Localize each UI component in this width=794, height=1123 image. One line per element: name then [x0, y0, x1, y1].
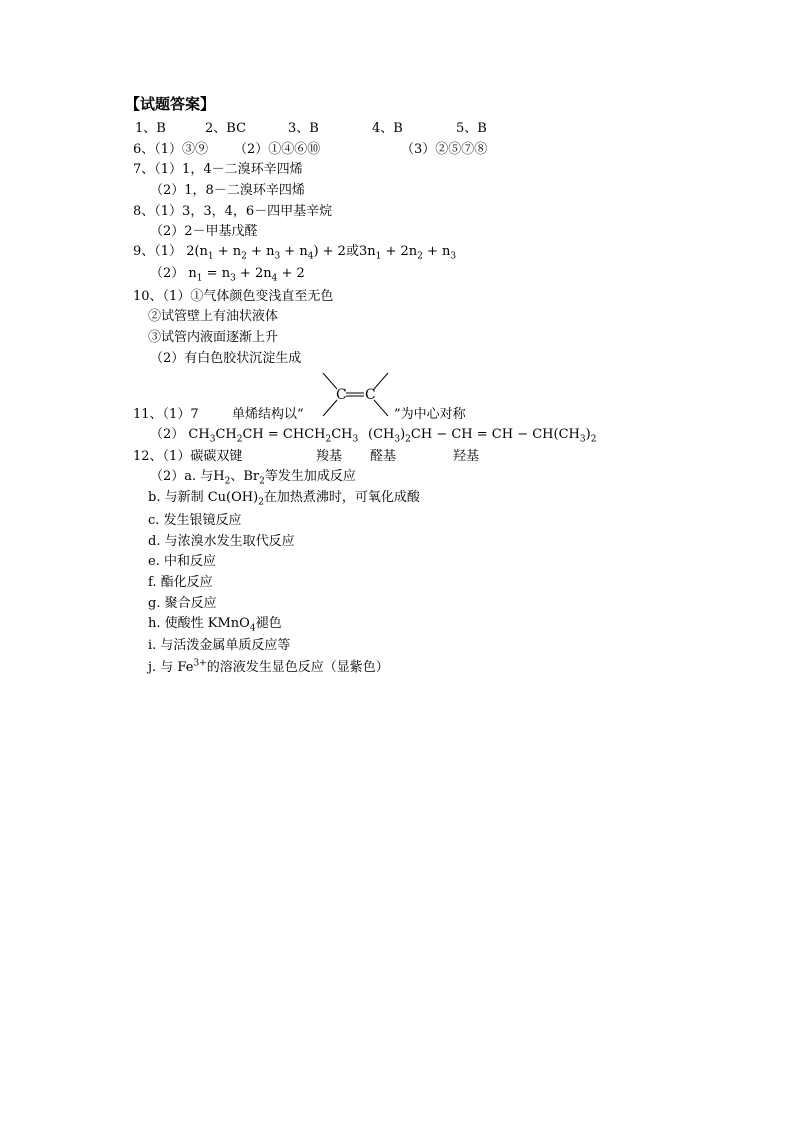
bond-lower-right [374, 400, 388, 416]
answer-9-label: 9、（1） [133, 244, 183, 259]
formula-hexene: $CH_3CH_2CH$ = $CHCH_2CH_3$ [188, 427, 359, 445]
answer-1: 1、B [135, 121, 166, 136]
answer-8-part-1: 8、（1）3，3，4，6－四甲基辛烷 [133, 204, 333, 219]
answer-12-item-j: j. 与 $Fe^{3+}$的溶液发生显色反应（显紫色） [148, 658, 389, 675]
answer-12-item-a: （2）a. 与$H_2$、$Br_2$等发生加成反应 [150, 469, 356, 487]
answer-3: 3、B [288, 121, 319, 136]
answer-12-item-g: g. 聚合反应 [148, 596, 217, 611]
answer-11-part-2-label: （2） [150, 427, 185, 442]
bond-lower-left [323, 400, 337, 416]
answer-10-part-1: 10、（1）①气体颜色变浅直至无色 [133, 289, 334, 304]
answer-10-line-2: ②试管壁上有油状液体 [148, 309, 279, 324]
answer-2: 2、BC [205, 121, 247, 136]
answer-11-part-1-label: 11、（1）7 [133, 407, 199, 422]
group-carboxyl: 羧基 [316, 449, 343, 464]
alkene-carbon-2: C [365, 387, 376, 403]
answer-10-part-2: （2）有白色胶状沉淀生成 [150, 351, 302, 366]
bond-upper-left [323, 373, 337, 389]
answer-12-item-b: b. 与新制 $Cu(OH)_2$在加热煮沸时，可氧化成酸 [148, 490, 420, 508]
group-hydroxyl: 羟基 [453, 449, 480, 464]
answer-9-formula-1: $2(n_1 + n_2 + n_3 + n_4) + 2$或$3n_1 + 2n_2 + n_3$ [186, 244, 457, 262]
answer-8-part-2: （2）2－甲基戊醛 [150, 224, 258, 239]
answer-11-part-2 [150, 427, 358, 443]
section-header: 【试题答案】 [125, 95, 216, 113]
answer-10-line-3: ③试管内液面逐渐上升 [148, 330, 279, 345]
answer-12-item-c: c. 发生银镜反应 [148, 513, 242, 528]
answer-12-item-d: d. 与浓溴水发生取代反应 [148, 534, 295, 549]
answer-12-item-h: h. 使酸性 KMnO$_4$褪色 [148, 616, 282, 634]
group-aldehyde: 醛基 [370, 449, 397, 464]
answer-7-part-1: 7、（1）1，4－二溴环辛四烯 [133, 162, 303, 177]
answer-6-part-3: （3）②⑤⑦⑧ [401, 142, 488, 157]
answer-6-part-2: （2）①④⑥⑩ [234, 142, 321, 157]
answer-12-item-f: f. 酯化反应 [148, 575, 213, 590]
answer-9-formula-2: $n_1 = n_3 + 2n_4 + 2$ [188, 266, 305, 284]
answer-7-part-2: （2）1，8－二溴环辛四烯 [150, 183, 305, 198]
bond-upper-right [374, 373, 388, 389]
formula-diene: $(CH_3)_2CH$ − CH = CH − $CH(CH_3)_2$ [368, 427, 597, 445]
answer-9-part-2-label: （2） [150, 266, 185, 281]
answer-12-item-i: i. 与活泼金属单质反应等 [148, 638, 291, 653]
answer-12-item-e: e. 中和反应 [148, 554, 216, 569]
group-double-bond: 12、（1）碳碳双键 [133, 449, 243, 464]
answer-11-text-b: ”为中心对称 [394, 407, 466, 422]
answer-4: 4、B [372, 121, 403, 136]
answer-11-text-a: 单烯结构以“ [232, 407, 304, 422]
answer-6-part-1: 6、（1）③⑨ [133, 142, 209, 157]
answer-5: 5、B [456, 121, 487, 136]
answer-12-part-1 [133, 449, 533, 465]
alkene-carbon-1: C [336, 387, 347, 403]
